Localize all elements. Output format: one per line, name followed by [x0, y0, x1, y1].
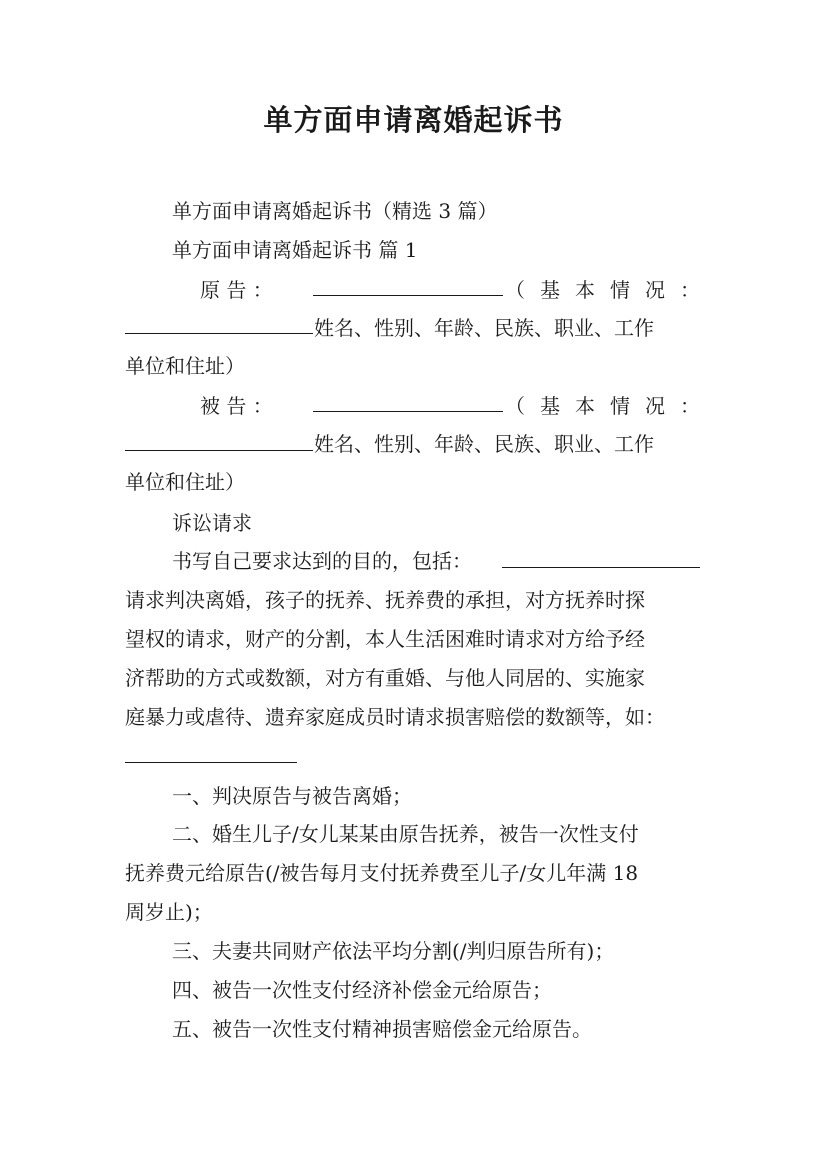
char: 本	[575, 278, 595, 302]
plaintiff-label	[200, 276, 290, 304]
subtitle: 单方面申请离婚起诉书（精选 3 篇）	[172, 199, 498, 223]
claim-item: 抚养费元给原告(/被告每月支付抚养费至儿子/女儿年满 18	[125, 861, 639, 885]
claim-item: 二、婚生儿子/女儿某某由原告抚养，被告一次性支付	[172, 822, 639, 846]
document-title: 单方面申请离婚起诉书	[263, 103, 564, 137]
paren: （	[505, 278, 525, 302]
plaintiff-fields-cont: 单位和住址）	[125, 354, 245, 378]
claims-intro-line: 济帮助的方式或数额，对方有重婚、与他人同居的、实施家	[125, 666, 645, 690]
defendant-char: ：	[252, 394, 273, 418]
claim-item: 周岁止)；	[125, 900, 213, 924]
claim-item: 五、被告一次性支付精神损害赔偿金元给原告。	[172, 1017, 592, 1041]
defendant-char: 被	[200, 394, 220, 418]
claims-intro-line: 书写自己要求达到的目的，包括：	[172, 549, 472, 573]
char: ：	[680, 278, 700, 302]
section-heading: 单方面申请离婚起诉书 篇 1	[172, 238, 418, 262]
claims-intro-line: 望权的请求，财产的分割，本人生活困难时请求对方给予经	[125, 627, 645, 651]
plaintiff-char: 原	[200, 278, 220, 302]
char: 基	[540, 394, 560, 418]
char: ：	[680, 394, 700, 418]
char: 况	[645, 394, 665, 418]
claim-item: 三、夫妻共同财产依法平均分割(/判归原告所有)；	[172, 939, 615, 963]
claims-intro-line: 庭暴力或虐待、遗弃家庭成员时请求损害赔偿的数额等，如：	[125, 705, 665, 729]
char: 况	[645, 278, 665, 302]
claims-blank-1	[502, 567, 700, 568]
defendant-blank-1	[313, 411, 503, 412]
claim-item: 四、被告一次性支付经济补偿金元给原告；	[172, 978, 552, 1002]
claims-blank-2	[125, 762, 297, 763]
plaintiff-char: 告	[226, 278, 247, 302]
defendant-fields: 姓名、性别、年龄、民族、职业、工作	[314, 432, 654, 456]
plaintiff-blank-1	[313, 295, 503, 296]
char: 情	[610, 394, 630, 418]
claims-heading: 诉讼请求	[172, 511, 252, 535]
plaintiff-basic-info-label	[505, 276, 700, 304]
defendant-basic-info-label	[505, 392, 700, 420]
claim-item: 一、判决原告与被告离婚；	[172, 784, 412, 808]
plaintiff-char: ：	[252, 278, 273, 302]
claims-intro-line: 请求判决离婚，孩子的抚养、抚养费的承担，对方抚养时探	[125, 588, 645, 612]
defendant-fields-cont: 单位和住址）	[125, 470, 245, 494]
char: 情	[610, 278, 630, 302]
plaintiff-blank-2	[125, 333, 313, 334]
defendant-label	[200, 392, 290, 420]
char: 本	[575, 394, 595, 418]
char: 基	[540, 278, 560, 302]
defendant-char: 告	[226, 394, 247, 418]
plaintiff-fields: 姓名、性别、年龄、民族、职业、工作	[314, 316, 654, 340]
paren: （	[505, 394, 525, 418]
defendant-blank-2	[125, 450, 313, 451]
